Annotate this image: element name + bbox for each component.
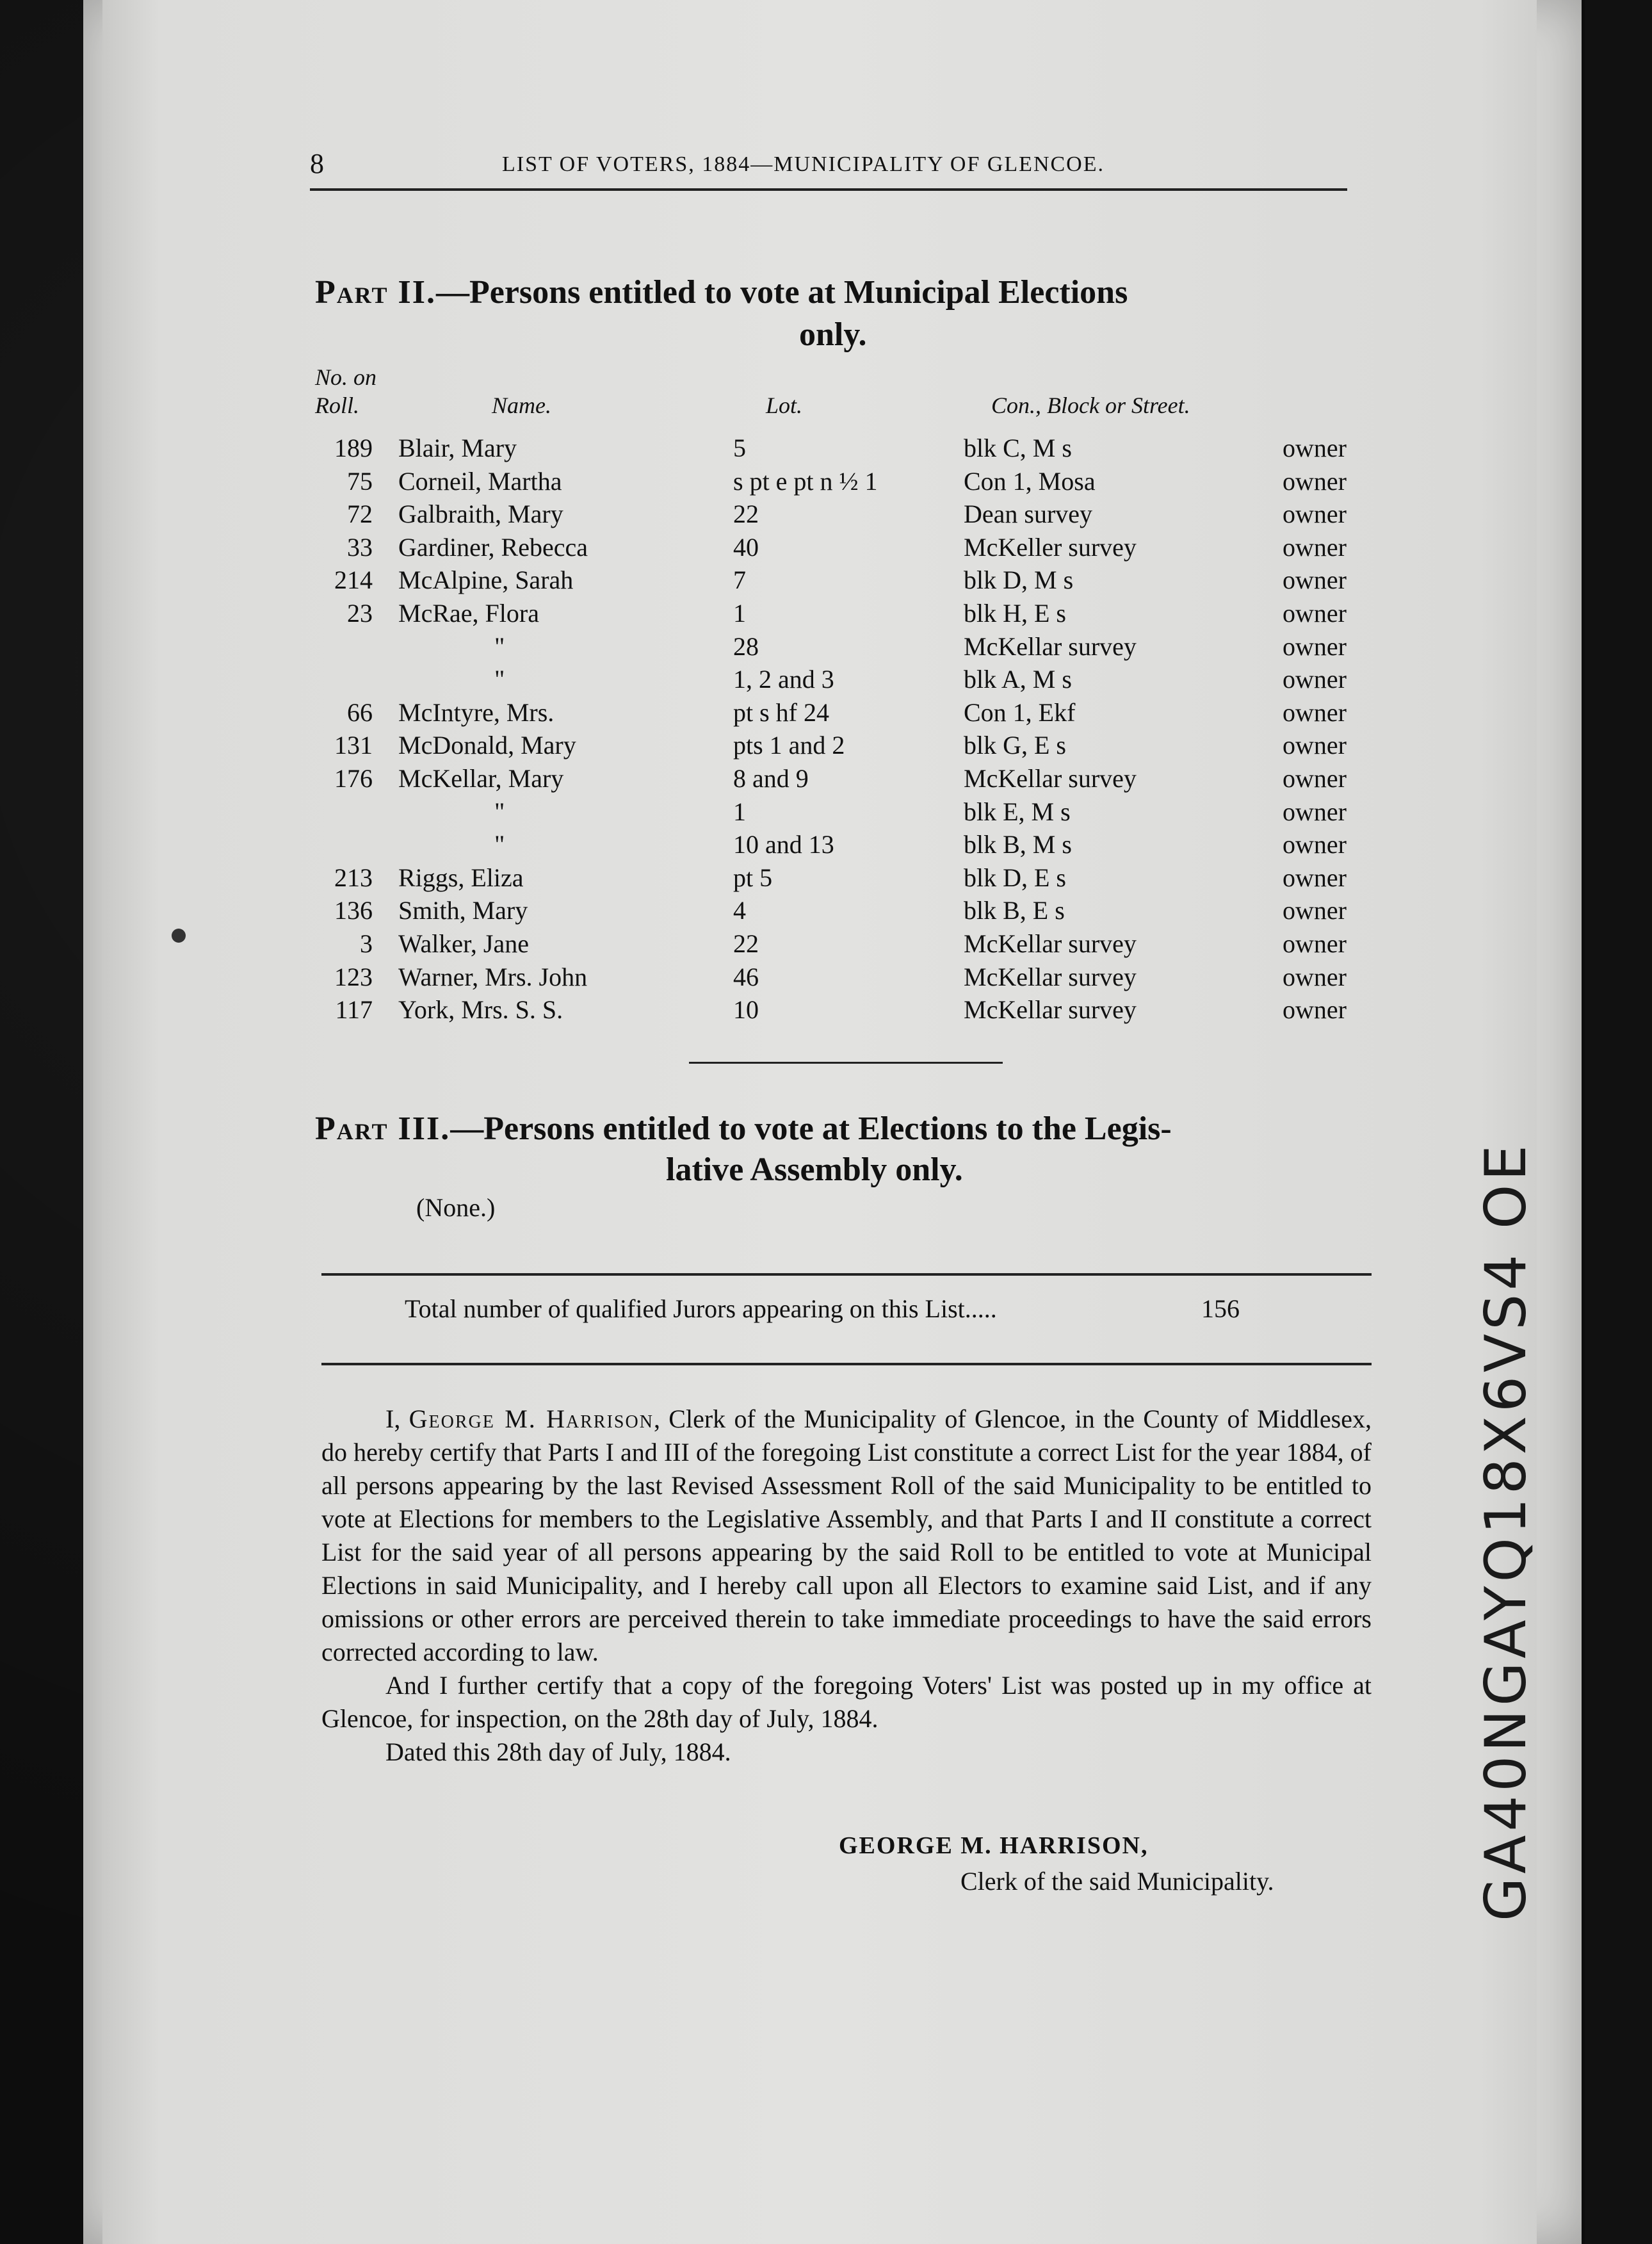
part3-none: (None.) [416, 1193, 496, 1222]
page-header [310, 147, 1347, 186]
status: owner [1283, 698, 1347, 727]
voter-row [0, 598, 1652, 631]
col-head-name: Name. [492, 393, 551, 418]
concession-block-street: Dean survey [964, 500, 1093, 528]
status: owner [1283, 929, 1347, 958]
roll-number: 23 [347, 599, 373, 628]
lot: 10 and 13 [733, 830, 834, 859]
lot: 7 [733, 565, 746, 594]
voter-name: McAlpine, Sarah [398, 565, 574, 594]
roll-number: 213 [334, 863, 373, 892]
concession-block-street: blk A, M s [964, 665, 1072, 694]
status: owner [1283, 500, 1347, 528]
roll-number: 176 [334, 764, 373, 793]
lot: 46 [733, 963, 759, 991]
col-head-no-line2: Roll. [315, 393, 359, 418]
status: owner [1283, 995, 1347, 1024]
roll-number: 117 [335, 995, 373, 1024]
lot: 10 [733, 995, 759, 1024]
voter-row [0, 532, 1652, 565]
voter-name: York, Mrs. S. S. [398, 995, 563, 1024]
voter-row [0, 433, 1652, 466]
lot: pt s hf 24 [733, 698, 829, 727]
lot: pt 5 [733, 863, 773, 892]
handwritten-margin-note: GA40NGAYQ18X6VS4 OE [1473, 1141, 1539, 1921]
lot: 22 [733, 500, 759, 528]
running-head: LIST OF VOTERS, 1884—MUNICIPALITY OF GLENCOE. [502, 152, 1105, 176]
col-head-no-line1: No. on [315, 364, 377, 390]
status: owner [1283, 599, 1347, 628]
total-bottom-rule [321, 1363, 1372, 1365]
voter-name: McRae, Flora [398, 599, 539, 628]
concession-block-street: blk G, E s [964, 731, 1066, 760]
cert-prefix: I, [385, 1404, 409, 1433]
voter-name: McDonald, Mary [398, 731, 576, 760]
page-number: 8 [310, 148, 324, 179]
signature-name: GEORGE M. HARRISON, [839, 1832, 1149, 1859]
certificate-para1 [321, 1402, 1372, 1669]
col-head-lot: Lot. [766, 393, 803, 418]
status: owner [1283, 533, 1347, 562]
concession-block-street: McKellar survey [964, 929, 1137, 958]
concession-block-street: McKellar survey [964, 963, 1137, 991]
voter-row [0, 929, 1652, 962]
voter-name: Walker, Jane [398, 929, 529, 958]
voter-name: " [494, 830, 505, 859]
roll-number: 66 [347, 698, 373, 727]
status: owner [1283, 764, 1347, 793]
signature-title: Clerk of the said Municipality. [960, 1867, 1274, 1896]
lot: 1, 2 and 3 [733, 665, 834, 694]
status: owner [1283, 963, 1347, 991]
part3-title-line1: —Persons entitled to vote at Elections to the Legis- [450, 1110, 1172, 1147]
voter-row [0, 730, 1652, 763]
part3-label: Part III. [315, 1110, 451, 1147]
margin-ink-spot [172, 929, 186, 943]
voter-row [0, 466, 1652, 500]
status: owner [1283, 467, 1347, 496]
total-top-rule [321, 1273, 1372, 1276]
lot: 1 [733, 599, 746, 628]
lot: 22 [733, 929, 759, 958]
part2-end-rule [689, 1062, 1003, 1064]
voter-row [0, 797, 1652, 830]
roll-number: 131 [334, 731, 373, 760]
voter-name: McKellar, Mary [398, 764, 564, 793]
concession-block-street: Con 1, Mosa [964, 467, 1096, 496]
lot: 5 [733, 434, 746, 462]
voter-row [0, 829, 1652, 863]
concession-block-street: blk D, E s [964, 863, 1066, 892]
concession-block-street: Con 1, Ekf [964, 698, 1076, 727]
concession-block-street: McKellar survey [964, 995, 1137, 1024]
roll-number: 72 [347, 500, 373, 528]
cert-body: , Clerk of the Municipality of Glencoe, in the County of Middlesex, do hereby certify that Parts I and III of the foregoing List constitute a correct List for the year 1884, of all persons appearing by the last Revised Assessment Roll of the said Municipality to be entitled to vote at Elections for members to the Legislative Assembly, and that Parts I and II constitute a correct List for the said year of all persons appearing by the said Roll to be entitled to vote at Municipal Elections in said Municipality, and I hereby call upon all Electors to examine said List, and if any omissions or other errors are perceived therein to take immediate proceedings to have the said errors corrected according to law. [321, 1404, 1372, 1666]
voter-row [0, 631, 1652, 665]
status: owner [1283, 632, 1347, 661]
roll-number: 33 [347, 533, 373, 562]
part2-label: Part II. [315, 274, 436, 311]
concession-block-street: blk D, M s [964, 565, 1074, 594]
status: owner [1283, 665, 1347, 694]
concession-block-street: McKellar survey [964, 632, 1137, 661]
part3-title [315, 1108, 1391, 1150]
total-label: Total number of qualified Jurors appearing on this List..... [405, 1294, 997, 1323]
lot: 1 [733, 797, 746, 826]
voter-name: Gardiner, Rebecca [398, 533, 588, 562]
concession-block-street: blk B, M s [964, 830, 1072, 859]
roll-number: 3 [360, 929, 373, 958]
roll-number: 75 [347, 467, 373, 496]
certificate-para2: And I further certify that a copy of the foregoing Voters' List was posted up in my office at Glencoe, for inspection, on the 28th day of July, 1884. [321, 1671, 1372, 1733]
binding-edge [1585, 0, 1652, 2244]
voter-name: Blair, Mary [398, 434, 517, 462]
voter-name: Corneil, Martha [398, 467, 562, 496]
cert-clerk-name: George M. Harrison [409, 1404, 654, 1433]
voter-name: McIntyre, Mrs. [398, 698, 555, 727]
concession-block-street: McKeller survey [964, 533, 1137, 562]
voter-row [0, 499, 1652, 532]
concession-block-street: blk C, M s [964, 434, 1072, 462]
concession-block-street: blk H, E s [964, 599, 1066, 628]
voter-row [0, 697, 1652, 731]
voter-row [0, 863, 1652, 896]
header-rule [310, 188, 1347, 191]
part2-title-line2: only. [799, 316, 867, 353]
voter-row [0, 565, 1652, 598]
roll-number: 136 [334, 896, 373, 925]
voter-row [0, 895, 1652, 929]
voter-row [0, 995, 1652, 1028]
certificate-dated: Dated this 28th day of July, 1884. [385, 1737, 731, 1766]
roll-number: 189 [334, 434, 373, 462]
concession-block-street: McKellar survey [964, 764, 1137, 793]
voter-name: Smith, Mary [398, 896, 528, 925]
part3-title-line2: lative Assembly only. [666, 1151, 963, 1188]
lot: 8 and 9 [733, 764, 809, 793]
status: owner [1283, 896, 1347, 925]
col-head-con: Con., Block or Street. [991, 393, 1190, 418]
voter-name: " [494, 632, 505, 661]
lot: s pt e pt n ½ 1 [733, 467, 878, 496]
lot: 28 [733, 632, 759, 661]
lot: 40 [733, 533, 759, 562]
voter-name: Galbraith, Mary [398, 500, 563, 528]
lot: 4 [733, 896, 746, 925]
part2-title-line1: —Persons entitled to vote at Municipal Elections [435, 274, 1128, 311]
status: owner [1283, 830, 1347, 859]
voter-name: Riggs, Eliza [398, 863, 524, 892]
status: owner [1283, 434, 1347, 462]
certificate [321, 1402, 1372, 1769]
concession-block-street: blk E, M s [964, 797, 1071, 826]
voter-row [0, 664, 1652, 697]
part2-title [315, 272, 1365, 314]
voter-name: Warner, Mrs. John [398, 963, 588, 991]
voter-row [0, 962, 1652, 995]
roll-number: 214 [334, 565, 373, 594]
concession-block-street: blk B, E s [964, 896, 1065, 925]
status: owner [1283, 565, 1347, 594]
status: owner [1283, 863, 1347, 892]
voter-name: " [494, 797, 505, 826]
voter-row [0, 763, 1652, 797]
lot: pts 1 and 2 [733, 731, 845, 760]
roll-number: 123 [334, 963, 373, 991]
status: owner [1283, 797, 1347, 826]
voter-name: " [494, 665, 505, 694]
status: owner [1283, 731, 1347, 760]
total-value: 156 [1201, 1294, 1240, 1323]
